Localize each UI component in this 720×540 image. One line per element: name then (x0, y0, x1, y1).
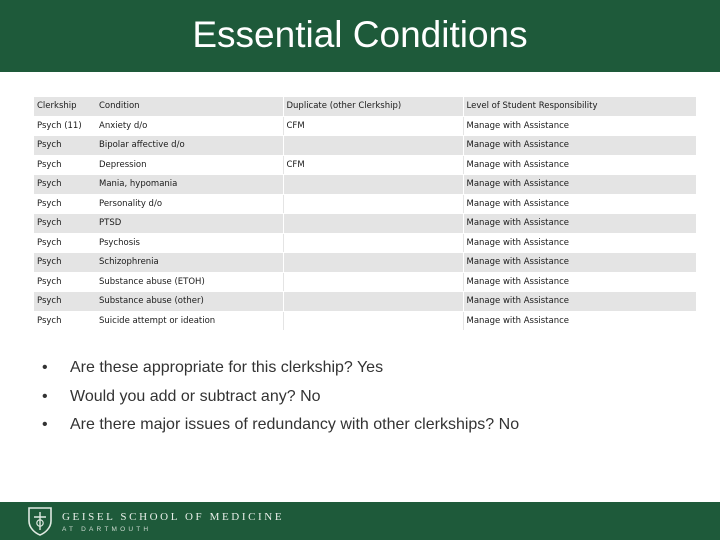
table-cell: Suicide attempt or ideation (96, 311, 283, 331)
bullet-list (42, 354, 519, 440)
table-cell: Manage with Assistance (463, 194, 696, 214)
table-cell: Psych (34, 292, 96, 312)
table-row (34, 136, 696, 156)
table-cell: Manage with Assistance (463, 311, 696, 331)
table-cell: Substance abuse (other) (96, 292, 283, 312)
table-cell: Manage with Assistance (463, 214, 696, 234)
table-header-row (34, 97, 696, 117)
table-header-cell: Condition (96, 97, 283, 117)
table-row (34, 155, 696, 175)
table-row (34, 116, 696, 136)
table-cell: Manage with Assistance (463, 233, 696, 253)
table-header-cell: Clerkship (34, 97, 96, 117)
table-cell (283, 292, 463, 312)
table-cell: Depression (96, 155, 283, 175)
logo-wordmark: GEISEL SCHOOL OF MEDICINE (62, 511, 285, 523)
table-cell: Psych (34, 233, 96, 253)
table-cell (283, 175, 463, 195)
table-row (34, 214, 696, 234)
bullet-item: • Would you add or subtract any? No (42, 387, 321, 405)
table-cell: Mania, hypomania (96, 175, 283, 195)
table-cell: CFM (283, 116, 463, 136)
table-cell: Manage with Assistance (463, 292, 696, 312)
bullet-item: • Are there major issues of redundancy with other clerkships? No (42, 416, 520, 433)
table-cell (283, 194, 463, 214)
table-cell: Manage with Assistance (463, 136, 696, 156)
table-cell (283, 136, 463, 156)
table-cell: Schizophrenia (96, 253, 283, 273)
slide-title: Essential Conditions (192, 14, 528, 55)
table-row (34, 233, 696, 253)
table-header-cell: Level of Student Responsibility (463, 97, 696, 117)
table-cell: Personality d/o (96, 194, 283, 214)
table-cell: Psych (34, 272, 96, 292)
table-header-cell: Duplicate (other Clerkship) (283, 97, 463, 117)
table-cell: Manage with Assistance (463, 155, 696, 175)
table-cell: Bipolar affective d/o (96, 136, 283, 156)
table-cell: CFM (283, 155, 463, 175)
table-cell: Manage with Assistance (463, 116, 696, 136)
title-bar (0, 0, 720, 72)
footer-bar (0, 502, 720, 540)
table-row (34, 194, 696, 214)
table-row (34, 272, 696, 292)
shield-icon (26, 506, 54, 536)
bullet-item: • Are these appropriate for this clerkship? Yes (42, 359, 384, 376)
table-cell: Psychosis (96, 233, 283, 253)
table-cell: Manage with Assistance (463, 175, 696, 195)
table-row (34, 292, 696, 312)
table-cell: PTSD (96, 214, 283, 234)
table-cell: Manage with Assistance (463, 272, 696, 292)
table-cell: Psych (34, 194, 96, 214)
table-cell: Psych (34, 253, 96, 273)
table-row (34, 175, 696, 195)
table-cell (283, 311, 463, 331)
table-cell: Anxiety d/o (96, 116, 283, 136)
table-cell: Psych (11) (34, 116, 96, 136)
table-cell: Psych (34, 175, 96, 195)
table-cell (283, 272, 463, 292)
conditions-table (34, 96, 696, 331)
table-cell: Psych (34, 214, 96, 234)
table-cell (283, 233, 463, 253)
table-row (34, 311, 696, 331)
table-cell: Substance abuse (ETOH) (96, 272, 283, 292)
table-cell (283, 253, 463, 273)
table-cell: Psych (34, 155, 96, 175)
table-row (34, 253, 696, 273)
logo-subtitle: AT DARTMOUTH (62, 526, 152, 533)
table-cell: Psych (34, 136, 96, 156)
table-cell: Psych (34, 311, 96, 331)
table-cell: Manage with Assistance (463, 253, 696, 273)
table-cell (283, 214, 463, 234)
